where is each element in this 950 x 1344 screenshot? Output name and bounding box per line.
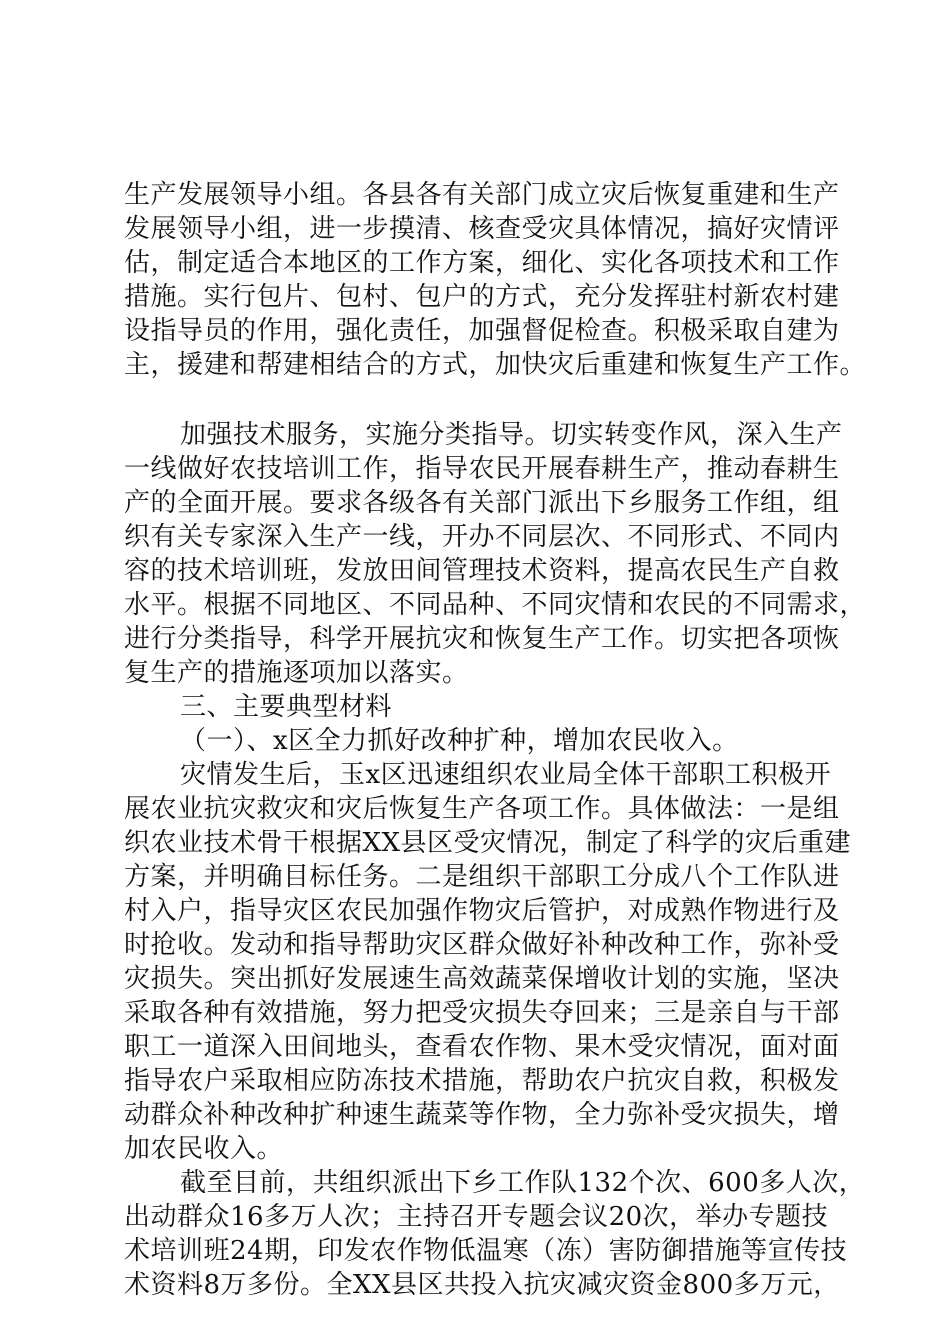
text-line: 采取各种有效措施，努力把受灾损失夺回来；三是亲自与干部	[124, 998, 840, 1028]
text-line: 时抢收。发动和指导帮助灾区群众做好补种改种工作，弥补受	[124, 930, 840, 960]
text-line: 水平。根据不同地区、不同品种、不同灾情和农民的不同需求，	[124, 590, 867, 620]
text-line: 灾情发生后，玉x区迅速组织农业局全体干部职工积极开	[180, 760, 832, 790]
text-line: 织农业技术骨干根据XX县区受灾情况，制定了科学的灾后重建	[124, 828, 852, 858]
section-heading: 三、主要典型材料	[180, 692, 393, 722]
text-line: 估，制定适合本地区的工作方案，细化、实化各项技术和工作	[124, 248, 840, 278]
text-line: 一线做好农技培训工作，指导农民开展春耕生产，推动春耕生	[124, 454, 840, 484]
subsection-heading: （一）、x区全力抓好改种扩种，增加农民收入。	[180, 726, 739, 756]
text-line: 加强技术服务，实施分类指导。切实转变作风，深入生产	[180, 420, 843, 450]
text-line: 职工一道深入田间地头，查看农作物、果木受灾情况，面对面	[124, 1032, 840, 1062]
text-line: 展农业抗灾救灾和灾后恢复生产各项工作。具体做法：一是组	[124, 794, 840, 824]
text-line: 复生产的措施逐项加以落实。	[124, 658, 469, 688]
text-line: 主，援建和帮建相结合的方式，加快灾后重建和恢复生产工作。	[124, 350, 867, 380]
text-line: 术培训班24期，印发农作物低温寒（冻）害防御措施等宣传技	[124, 1236, 848, 1266]
text-line: 发展领导小组，进一步摸清、核查受灾具体情况，搞好灾情评	[124, 214, 840, 244]
text-line: 措施。实行包片、包村、包户的方式，充分发挥驻村新农村建	[124, 282, 840, 312]
text-line: 术资料8万多份。全XX县区共投入抗灾减灾资金800多万元，	[124, 1270, 840, 1300]
text-line: 截至目前，共组织派出下乡工作队132个次、600多人次，	[180, 1168, 866, 1198]
text-line: 产的全面开展。要求各级各有关部门派出下乡服务工作组，组	[124, 488, 840, 518]
text-line: 织有关专家深入生产一线，开办不同层次、不同形式、不同内	[124, 522, 840, 552]
text-line: 灾损失。突出抓好发展速生高效蔬菜保增收计划的实施，坚决	[124, 964, 840, 994]
text-line: 村入户，指导灾区农民加强作物灾后管护，对成熟作物进行及	[124, 896, 840, 926]
text-line: 指导农户采取相应防冻技术措施，帮助农户抗灾自救，积极发	[124, 1066, 840, 1096]
text-line: 出动群众16多万人次；主持召开专题会议20次，举办专题技	[124, 1202, 829, 1232]
text-line: 进行分类指导，科学开展抗灾和恢复生产工作。切实把各项恢	[124, 624, 840, 654]
text-line: 方案，并明确目标任务。二是组织干部职工分成八个工作队进	[124, 862, 840, 892]
text-line: 生产发展领导小组。各县各有关部门成立灾后恢复重建和生产	[124, 180, 840, 210]
text-line: 动群众补种改种扩种速生蔬菜等作物，全力弥补受灾损失，增	[124, 1100, 840, 1130]
text-line: 设指导员的作用，强化责任，加强督促检查。积极采取自建为	[124, 316, 840, 346]
text-line: 容的技术培训班，发放田间管理技术资料，提高农民生产自救	[124, 556, 840, 586]
text-line: 加农民收入。	[124, 1134, 284, 1164]
